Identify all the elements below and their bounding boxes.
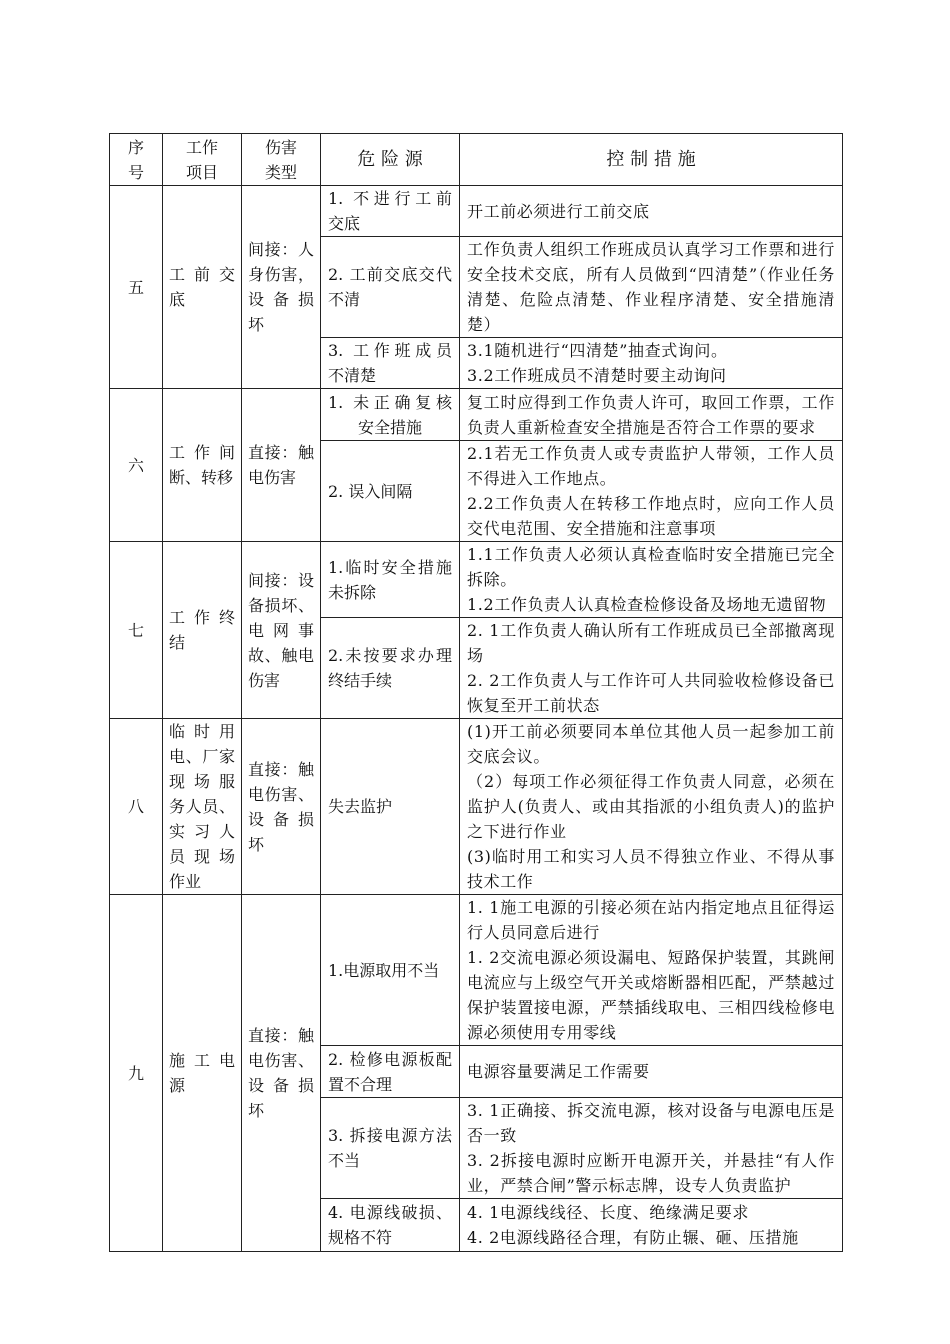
harm-type-line: 电网事: [248, 620, 314, 640]
hazard-cell: [321, 441, 460, 542]
control-measure: 工作负责人组织工作班成员认真学习工作票和进行安全技术交底，所有人员做到“四清楚”（作业任务清楚、危险点清楚、作业程序清楚、安全措施清楚）: [467, 240, 835, 334]
control-cell: [460, 389, 843, 441]
work-item-line: 实习人: [169, 822, 235, 841]
hazard-cell: [321, 237, 460, 338]
harm-type-line: 身伤害，: [248, 265, 314, 284]
harm-type-line: 直接：触: [248, 759, 314, 779]
hazard-cell: [321, 1199, 460, 1252]
hazard-line: 不当: [328, 1151, 361, 1170]
hazard-line: 2. 误入间隔: [328, 481, 413, 501]
hazard-cell: [321, 618, 460, 719]
hazard-line: 安全措施: [357, 417, 422, 437]
control-measure: 3.1随机进行“四清楚”抽查式询问。: [467, 341, 728, 360]
header-row: [110, 134, 843, 186]
row-nine-work-item: [163, 895, 242, 1252]
control-cell: [460, 441, 843, 542]
control-measure: 2. 2工作负责人与工作许可人共同验收检修设备已恢复至开工前状态: [467, 671, 835, 715]
control-cell: [460, 186, 843, 237]
hazard-line: 2. 工前交底交代: [328, 265, 452, 284]
hazard-line: 4. 电源线破损、: [328, 1203, 452, 1222]
work-item-line: 施工电: [169, 1051, 235, 1070]
control-cell: [460, 542, 843, 618]
control-measure: 3. 1正确接、拆交流电源，核对设备与电源电压是否一致: [467, 1101, 835, 1145]
header-work-item: [163, 134, 242, 186]
hazard-cell: [321, 186, 460, 237]
row-six-sub-1: [110, 389, 843, 441]
harm-type-line: 设备损: [248, 809, 314, 829]
control-cell: [460, 719, 843, 895]
control-measure: 3. 2拆接电源时应断开电源开关，并悬挂“有人作业，严禁合闸”警示标志牌，设专人负责监护: [467, 1151, 835, 1195]
row-eight-work-item: [163, 719, 242, 895]
row-seven-sub-1: [110, 542, 843, 618]
control-cell: [460, 237, 843, 338]
harm-type-line: 间接：设: [248, 570, 314, 590]
row-eight-harm-type: [242, 719, 321, 895]
control-measure: (1)开工前必须要同本单位其他人员一起参加工前交底会议。: [467, 722, 835, 766]
header-work-item-line: 工作: [185, 137, 218, 157]
header-number-line: 序: [127, 137, 144, 157]
harm-type-line: 间接：人: [248, 240, 314, 259]
harm-type-line: 伤害: [248, 670, 281, 690]
hazard-line: 1.临时安全措施: [328, 557, 452, 577]
control-cell: [460, 618, 843, 719]
hazard-line: 规格不符: [328, 1228, 393, 1247]
harm-type-line: 电伤害、: [248, 784, 314, 804]
work-item-line: 员现场: [169, 847, 235, 866]
row-nine-sub-1: [110, 895, 843, 1046]
harm-type-line: 电伤害、: [248, 1051, 314, 1070]
harm-type-line: 备损坏、: [248, 595, 314, 615]
work-item-line: 作业: [169, 872, 202, 891]
row-five-harm-type: [242, 186, 321, 389]
hazard-line: 置不合理: [328, 1074, 393, 1094]
control-cell: [460, 1046, 843, 1098]
control-cell: [460, 338, 843, 389]
harm-type-line: 故、触电: [248, 645, 314, 665]
hazard-cell: [321, 389, 460, 441]
control-measure: （2）每项工作必须征得工作负责人同意，必须在监护人(负责人、或由其指派的小组负责人)的监护之下进行作业: [467, 772, 835, 841]
control-measure: 2.1若无工作负责人或专责监护人带领，工作人员不得进入工作地点。: [467, 444, 835, 488]
hazard-control-table: [109, 133, 843, 1252]
hazard-line: 3. 拆接电源方法: [328, 1126, 452, 1145]
control-measure: 电源容量要满足工作需要: [467, 1062, 650, 1081]
control-measure: 1. 1施工电源的引接必须在站内指定地点且征得运行人员同意后进行: [467, 898, 835, 942]
hazard-line: 未拆除: [328, 582, 377, 602]
control-measure: 1.2工作负责人认真检查检修设备及场地无遗留物: [467, 595, 827, 614]
header-number-line: 号: [127, 162, 144, 182]
header-harm-type: [242, 134, 321, 186]
work-item-line: 结: [169, 633, 186, 652]
hazard-cell: [321, 1046, 460, 1098]
header-hazard-source: 危 险 源: [321, 134, 460, 186]
control-measure: 1. 2交流电源必须设漏电、短路保护装置，其跳闸电流应与上级空气开关或熔断器相匹配，严禁越过保护装置接电源，严禁插线取电、三相四线检修电源必须使用专用零线: [467, 948, 835, 1042]
row-six-harm-type: [242, 389, 321, 542]
work-item-line: 工前交: [169, 265, 235, 284]
work-item-line: 务人员、: [169, 797, 235, 816]
hazard-line: 交底: [328, 214, 361, 233]
harm-type-line: 坏: [248, 1101, 265, 1120]
harm-type-line: 坏: [248, 834, 265, 854]
control-cell: [460, 895, 843, 1046]
control-measure: 4. 2电源线路径合理，有防止辗、砸、压措施: [467, 1228, 799, 1247]
hazard-line: 不清楚: [328, 366, 377, 385]
header-number: [110, 134, 163, 186]
row-nine-number: 九: [110, 895, 163, 1252]
harm-type-line: 设备损: [248, 1076, 314, 1095]
work-item-line: 工作终: [169, 608, 235, 627]
row-eight-sub-1: [110, 719, 843, 895]
work-item-line: 源: [169, 1076, 186, 1095]
hazard-cell: [321, 895, 460, 1046]
harm-type-line: 直接：触: [248, 443, 314, 462]
row-six-work-item: [163, 389, 242, 542]
hazard-line: 失去监护: [328, 797, 393, 816]
work-item-line: 现场服: [169, 772, 235, 791]
hazard-cell: [321, 719, 460, 895]
hazard-cell: [321, 542, 460, 618]
control-measure: (3)临时用工和实习人员不得独立作业、不得从事技术工作: [467, 847, 835, 891]
hazard-line: 2. 检修电源板配: [328, 1049, 452, 1069]
work-item-line: 临时用: [169, 722, 235, 741]
work-item-line: 电、厂家: [169, 747, 235, 766]
row-seven-harm-type: [242, 542, 321, 719]
header-work-item-line: 项目: [185, 162, 218, 182]
row-six-number: 六: [110, 389, 163, 542]
hazard-line: 不清: [328, 290, 361, 309]
row-seven-work-item: [163, 542, 242, 719]
harm-type-line: 直接：触: [248, 1026, 314, 1045]
control-measure: 4. 1电源线线径、长度、绝缘满足要求: [467, 1203, 749, 1222]
row-five-number: 五: [110, 186, 163, 389]
header-control-measures: 控 制 措 施: [460, 134, 843, 186]
hazard-line: 1.电源取用不当: [328, 960, 440, 980]
header-harm-type-line: 伤害: [264, 137, 297, 157]
row-five-work-item: [163, 186, 242, 389]
control-cell: [460, 1098, 843, 1199]
header-harm-type-line: 类型: [264, 162, 297, 182]
row-five-sub-1: [110, 186, 843, 237]
work-item-line: 工作间: [169, 443, 235, 462]
row-eight-number: 八: [110, 719, 163, 895]
row-nine-harm-type: [242, 895, 321, 1252]
hazard-line: 终结手续: [328, 671, 393, 690]
hazard-line: 1. 未正确复核: [328, 392, 452, 412]
control-measure: 2.2工作负责人在转移工作地点时，应向工作人员交代电范围、安全措施和注意事项: [467, 494, 835, 538]
control-cell: [460, 1199, 843, 1252]
control-measure: 开工前必须进行工前交底: [467, 201, 650, 221]
harm-type-line: 设备损: [248, 290, 314, 309]
hazard-line: 1. 不进行工前: [328, 189, 452, 208]
work-item-line: 断、转移: [169, 468, 234, 487]
harm-type-line: 坏: [248, 315, 265, 334]
harm-type-line: 电伤害: [248, 468, 297, 487]
hazard-cell: [321, 338, 460, 389]
work-item-line: 底: [169, 290, 186, 309]
hazard-cell: [321, 1098, 460, 1199]
control-measure: 2. 1工作负责人确认所有工作班成员已全部撤离现场: [467, 621, 835, 665]
hazard-line: 3. 工作班成员: [328, 341, 452, 360]
control-measure: 1.1工作负责人必须认真检查临时安全措施已完全拆除。: [467, 545, 835, 589]
row-seven-number: 七: [110, 542, 163, 719]
control-measure: 3.2工作班成员不清楚时要主动询问: [467, 366, 727, 385]
hazard-line: 2.未按要求办理: [328, 646, 452, 665]
control-measure: 复工时应得到工作负责人许可，取回工作票，工作负责人重新检查安全措施是否符合工作票的要求: [467, 392, 835, 437]
